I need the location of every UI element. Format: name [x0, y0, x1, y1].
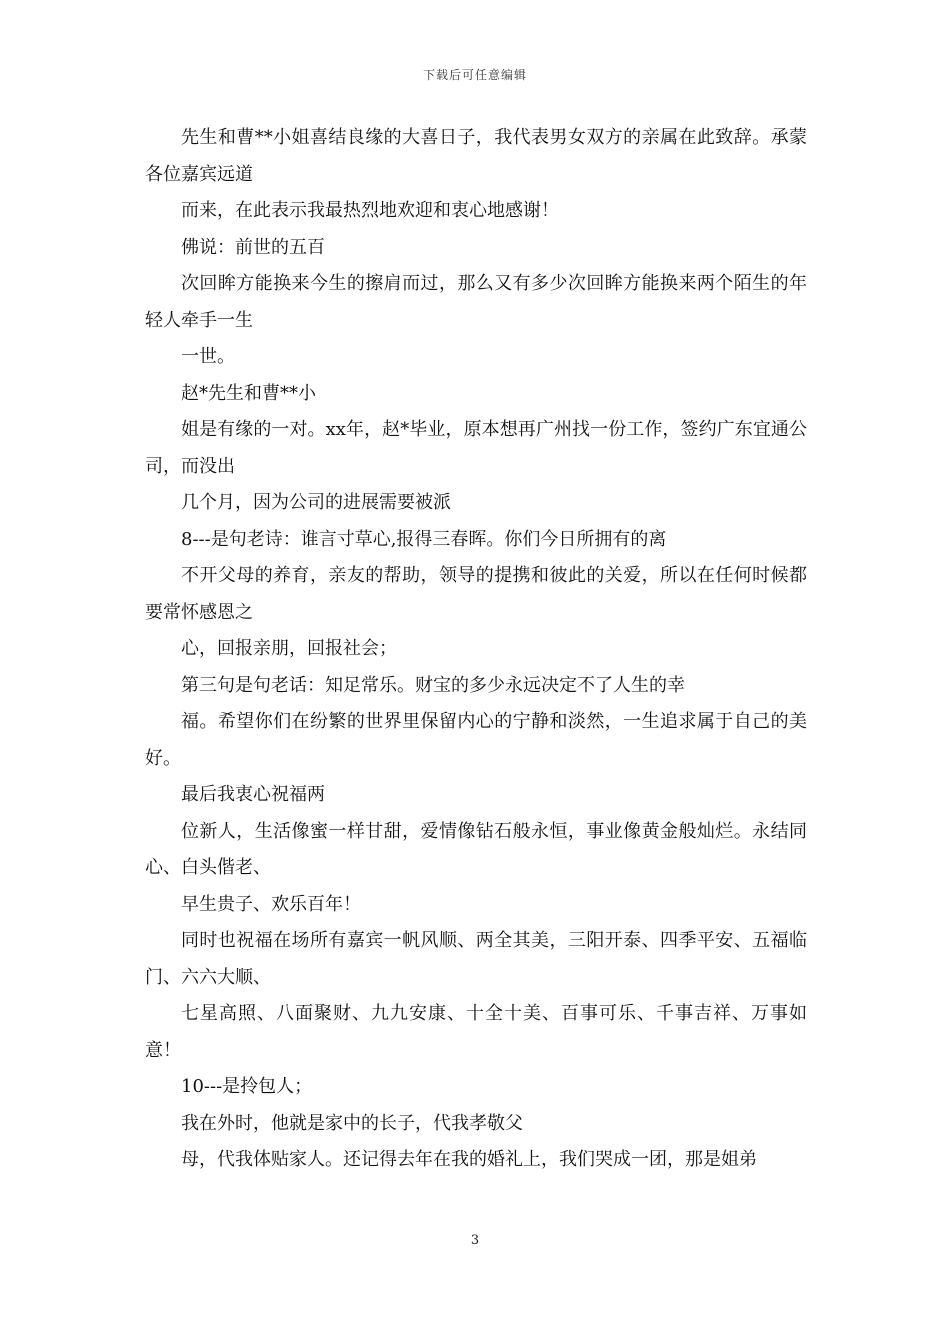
paragraph: 几个月，因为公司的进展需要被派 [181, 492, 451, 513]
paragraph: 母，代我体贴家人。还记得去年在我的婚礼上，我们哭成一团，那是姐弟 [181, 1149, 757, 1170]
paragraph: 早生贵子、欢乐百年！ [181, 893, 361, 915]
paragraph: 而来，在此表示我最热烈地欢迎和衷心地感谢！ [181, 200, 559, 221]
paragraph: 第三句是句老话：知足常乐。财宝的多少永远决定不了人生的幸 [181, 674, 685, 696]
paragraph: 姐是有缘的一对。xx年，赵*毕业，原本想再广州找一份工作，签约广东宜通公司，而没出 [145, 419, 807, 477]
paragraph: 赵*先生和曹**小 [181, 382, 316, 404]
paragraph: 不开父母的养育，亲友的帮助，领导的提携和彼此的关爱，所以在任何时候都要常怀感恩之 [145, 565, 807, 623]
document-body [145, 120, 807, 1179]
paragraph: 佛说：前世的五百 [181, 236, 325, 258]
paragraph: 我在外时，他就是家中的长子，代我孝敬父 [181, 1112, 523, 1134]
paragraph: 最后我衷心祝福两 [181, 784, 325, 805]
page-number: 3 [470, 1233, 480, 1248]
paragraph: 8---是句老诗：谁言寸草心,报得三春晖。你们今日所拥有的离 [181, 528, 667, 550]
paragraph: 心，回报亲朋，回报社会； [181, 638, 397, 659]
paragraph: 10---是拎包人； [181, 1076, 313, 1097]
paragraph: 同时也祝福在场所有嘉宾一帆风顺、两全其美，三阳开泰、四季平安、五福临门、六六大顺、 [145, 930, 807, 988]
paragraph: 一世。 [181, 346, 235, 367]
paragraph: 先生和曹**小姐喜结良缘的大喜日子，我代表男女双方的亲属在此致辞。承蒙各位嘉宾远道 [145, 127, 807, 185]
paragraph: 福。希望你们在纷繁的世界里保留内心的宁静和淡然，一生追求属于自己的美好。 [145, 711, 807, 769]
paragraph: 次回眸方能换来今生的擦肩而过，那么又有多少次回眸方能换来两个陌生的年轻人牵手一生 [145, 273, 807, 331]
paragraph: 位新人，生活像蜜一样甘甜，爱情像钻石般永恒，事业像黄金般灿烂。永结同心、白头偕老、 [145, 820, 807, 878]
page-header: 下载后可任意编辑 [422, 68, 527, 82]
paragraph: 七星高照、八面聚财、九九安康、十全十美、百事可乐、千事吉祥、万事如意！ [145, 1003, 807, 1061]
